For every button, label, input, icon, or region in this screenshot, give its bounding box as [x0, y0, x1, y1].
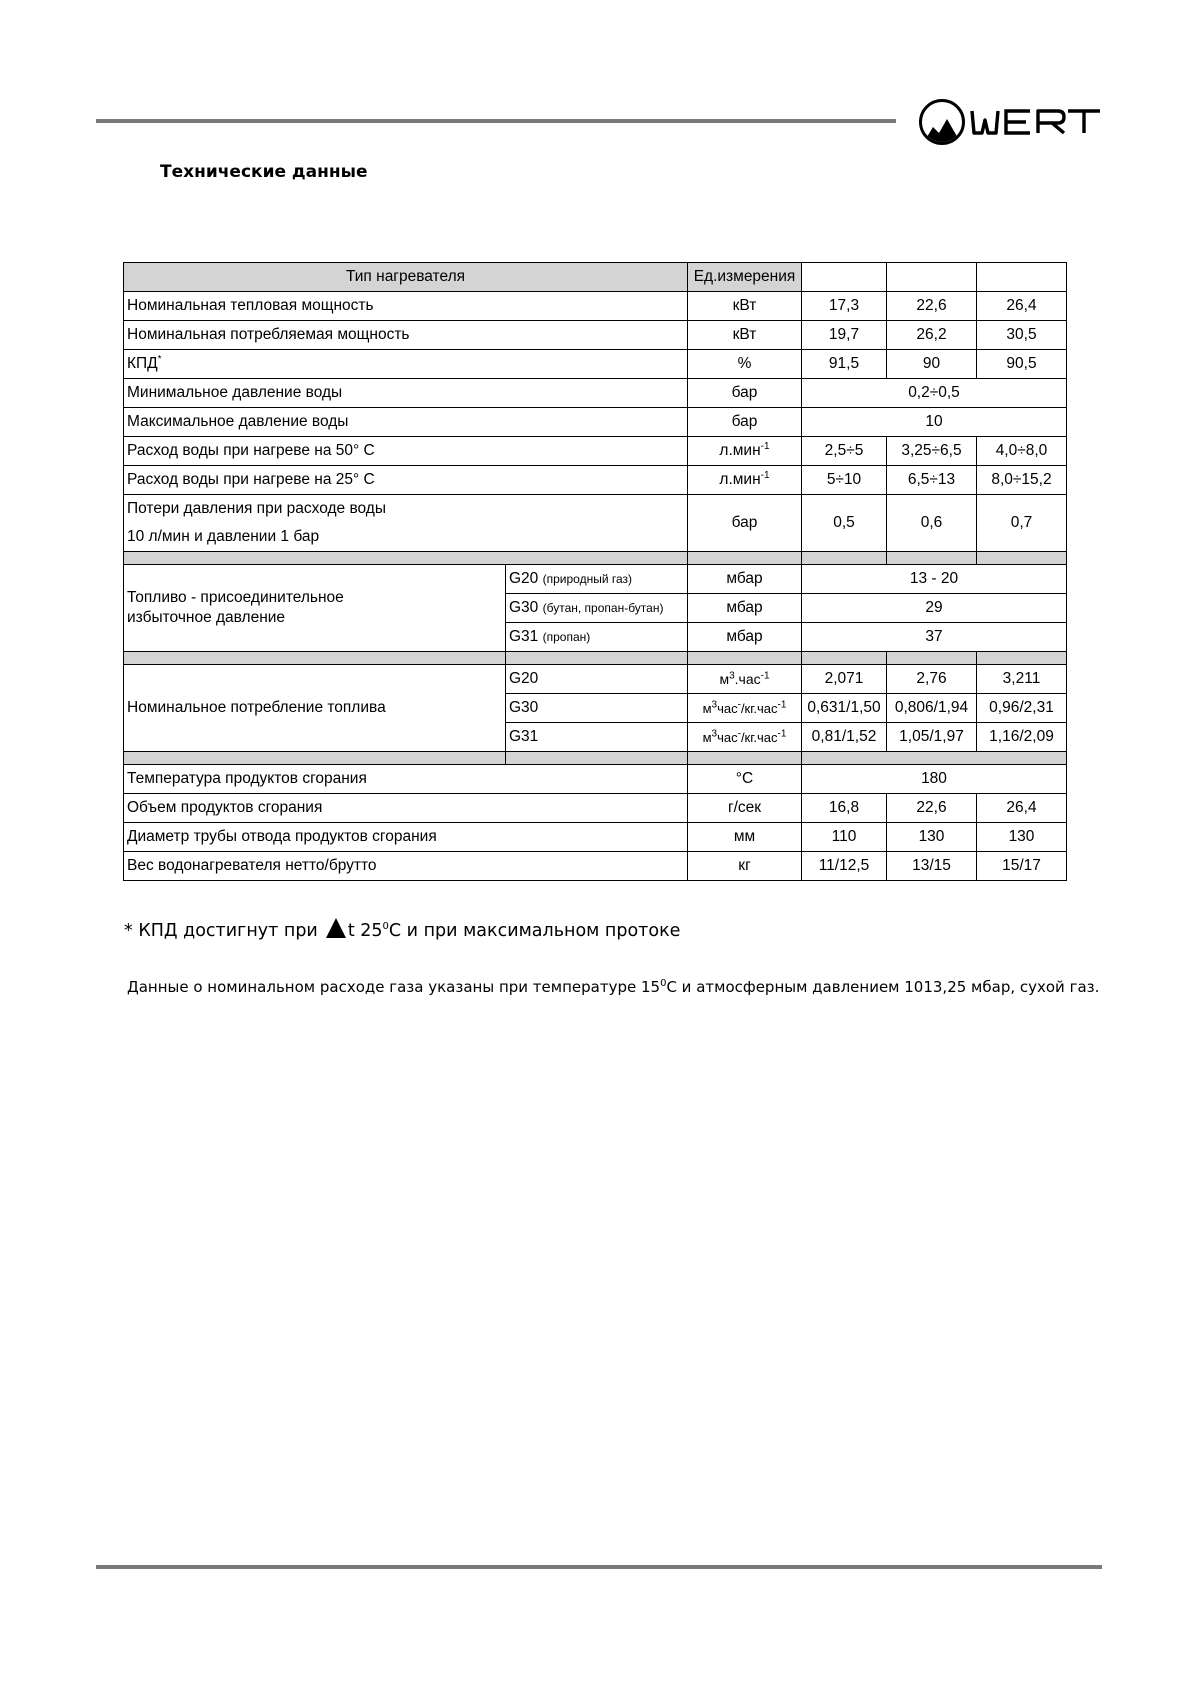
table-row [124, 408, 1067, 437]
row-label-kpd [124, 350, 688, 379]
row-merged-value: 29 [802, 594, 1067, 623]
row-value: 1,05/1,97 [887, 723, 977, 752]
unit-sup: 3 [711, 699, 718, 711]
footnote-efficiency [124, 918, 680, 941]
label-line-1: Потери давления при расходе воды [127, 500, 386, 517]
row-value: 130 [887, 823, 977, 852]
gas-code: G20 [509, 570, 539, 587]
row-unit: мбар [688, 565, 802, 594]
note-text: С и при максимальном протоке [388, 921, 681, 941]
gas-code: G31 [509, 628, 539, 645]
unit-text: л.мин [719, 442, 761, 459]
table-row [124, 321, 1067, 350]
table-header-row [124, 263, 1067, 292]
row-value: 11/12,5 [802, 852, 887, 881]
row-value: 19,7 [802, 321, 887, 350]
gas-type-cell [506, 623, 688, 652]
fuel-pressure-label [124, 565, 506, 652]
row-value: 0,7 [977, 495, 1067, 552]
row-value: 3,211 [977, 665, 1067, 694]
row-unit: мбар [688, 623, 802, 652]
row-value: 0,5 [802, 495, 887, 552]
row-unit [688, 466, 802, 495]
table-row [124, 823, 1067, 852]
label-line-2: 10 л/мин и давлении 1 бар [127, 528, 320, 545]
wert-logo [918, 97, 1104, 147]
unit-sup: -1 [760, 440, 770, 452]
degree-mark: 0 [382, 921, 389, 933]
col-model-3 [977, 263, 1067, 292]
row-value: 130 [977, 823, 1067, 852]
note-text: Данные о номинальном расходе газа указаны при температуре 15 [127, 978, 661, 996]
row-label: Минимальное давление воды [124, 379, 688, 408]
row-label: Вес водонагревателя нетто/брутто [124, 852, 688, 881]
row-unit [688, 723, 802, 752]
table-row [124, 466, 1067, 495]
row-value: 22,6 [887, 794, 977, 823]
unit-part: .час [734, 671, 761, 687]
row-unit: мбар [688, 594, 802, 623]
row-value: 2,071 [802, 665, 887, 694]
row-value: 0,806/1,94 [887, 694, 977, 723]
row-value: 3,25÷6,5 [887, 437, 977, 466]
row-value: 30,5 [977, 321, 1067, 350]
row-merged-value: 180 [802, 765, 1067, 794]
row-value: 0,81/1,52 [802, 723, 887, 752]
gas-note: (природный газ) [542, 572, 633, 586]
fuel-consumption-row [124, 665, 1067, 694]
unit-sup: - [737, 699, 741, 711]
row-value: 8,0÷15,2 [977, 466, 1067, 495]
gas-type-cell [506, 565, 688, 594]
row-unit [688, 694, 802, 723]
unit-text: л.мин [719, 471, 761, 488]
row-value: 26,4 [977, 292, 1067, 321]
unit-sup: -1 [760, 670, 770, 682]
row-label: Расход воды при нагреве на 50° С [124, 437, 688, 466]
table-row [124, 437, 1067, 466]
specs-table [123, 262, 1067, 881]
gas-code: G30 [509, 599, 539, 616]
table-row [124, 495, 1067, 552]
row-value: 4,0÷8,0 [977, 437, 1067, 466]
row-value: 22,6 [887, 292, 977, 321]
row-unit: кВт [688, 292, 802, 321]
row-merged-value: 37 [802, 623, 1067, 652]
row-value: 17,3 [802, 292, 887, 321]
row-unit [688, 665, 802, 694]
col-units: Ед.измерения [688, 263, 802, 292]
row-label: Номинальная тепловая мощность [124, 292, 688, 321]
row-value: 2,5÷5 [802, 437, 887, 466]
row-label: Температура продуктов сгорания [124, 765, 688, 794]
row-unit: г/сек [688, 794, 802, 823]
footnote-mark: * [157, 353, 162, 365]
row-value: 2,76 [887, 665, 977, 694]
separator-row [124, 652, 1067, 665]
row-value: 0,96/2,31 [977, 694, 1067, 723]
row-label-pressure-loss [124, 495, 688, 552]
row-unit: бар [688, 495, 802, 552]
section-title: Технические данные [160, 162, 368, 182]
gas-note: (пропан) [542, 630, 591, 644]
row-label: Максимальное давление воды [124, 408, 688, 437]
gas-type-cell [506, 594, 688, 623]
note-text: * КПД достигнут при [124, 921, 318, 941]
unit-part: /кг.час [740, 729, 778, 745]
unit-part: час [717, 729, 738, 745]
row-merged-value: 10 [802, 408, 1067, 437]
unit-part: м [702, 700, 712, 716]
row-label: Номинальная потребляемая мощность [124, 321, 688, 350]
row-value: 5÷10 [802, 466, 887, 495]
row-merged-value: 0,2÷0,5 [802, 379, 1067, 408]
unit-part: /кг.час [740, 700, 778, 716]
row-value: 0,631/1,50 [802, 694, 887, 723]
unit-part: м [719, 671, 730, 687]
unit-sup: 3 [711, 728, 718, 740]
label-line-2: избыточное давление [127, 609, 286, 626]
row-label: Расход воды при нагреве на 25° С [124, 466, 688, 495]
row-unit: °С [688, 765, 802, 794]
row-unit [688, 437, 802, 466]
row-value: 26,2 [887, 321, 977, 350]
row-value: 13/15 [887, 852, 977, 881]
row-value: 91,5 [802, 350, 887, 379]
gas-note: (бутан, пропан-бутан) [542, 601, 664, 615]
row-value: 90,5 [977, 350, 1067, 379]
table-row [124, 852, 1067, 881]
row-value: 6,5÷13 [887, 466, 977, 495]
row-unit: кВт [688, 321, 802, 350]
note-text: t 25 [347, 921, 383, 941]
unit-sup: - [737, 728, 741, 740]
table-row [124, 292, 1067, 321]
separator-row [124, 552, 1067, 565]
unit-part: м [702, 729, 712, 745]
col-heater-type: Тип нагревателя [124, 263, 688, 292]
label-text: КПД [127, 355, 158, 372]
row-value: 15/17 [977, 852, 1067, 881]
row-value: 90 [887, 350, 977, 379]
col-model-2 [887, 263, 977, 292]
unit-part: час [717, 700, 738, 716]
row-value: 26,4 [977, 794, 1067, 823]
footnote-gas-conditions [127, 978, 1099, 996]
row-unit: бар [688, 379, 802, 408]
fuel-pressure-row [124, 565, 1067, 594]
label-line-1: Топливо - присоединительное [127, 589, 344, 606]
row-label: Диаметр трубы отвода продуктов сгорания [124, 823, 688, 852]
unit-sup: -1 [777, 699, 787, 711]
row-merged-value: 13 - 20 [802, 565, 1067, 594]
row-unit: % [688, 350, 802, 379]
row-unit: кг [688, 852, 802, 881]
separator-row [124, 752, 1067, 765]
bottom-rule [96, 1565, 1102, 1569]
row-label: Объем продуктов сгорания [124, 794, 688, 823]
unit-sup: -1 [760, 469, 770, 481]
table-row [124, 765, 1067, 794]
row-unit: бар [688, 408, 802, 437]
row-value: 110 [802, 823, 887, 852]
table-row [124, 794, 1067, 823]
degree-mark: 0 [660, 978, 667, 989]
row-value: 0,6 [887, 495, 977, 552]
delta-triangle-icon [326, 918, 346, 938]
gas-code: G20 [506, 665, 688, 694]
row-value: 1,16/2,09 [977, 723, 1067, 752]
gas-code: G31 [506, 723, 688, 752]
unit-sup: 3 [729, 670, 735, 682]
table-row [124, 379, 1067, 408]
gas-code: G30 [506, 694, 688, 723]
top-rule [96, 119, 896, 123]
unit-sup: -1 [777, 728, 787, 740]
fuel-consumption-label: Номинальное потребление топлива [124, 665, 506, 752]
col-model-1 [802, 263, 887, 292]
table-row [124, 350, 1067, 379]
row-value: 16,8 [802, 794, 887, 823]
row-unit: мм [688, 823, 802, 852]
note-text: С и атмосферным давлением 1013,25 мбар, сухой газ. [666, 978, 1100, 996]
